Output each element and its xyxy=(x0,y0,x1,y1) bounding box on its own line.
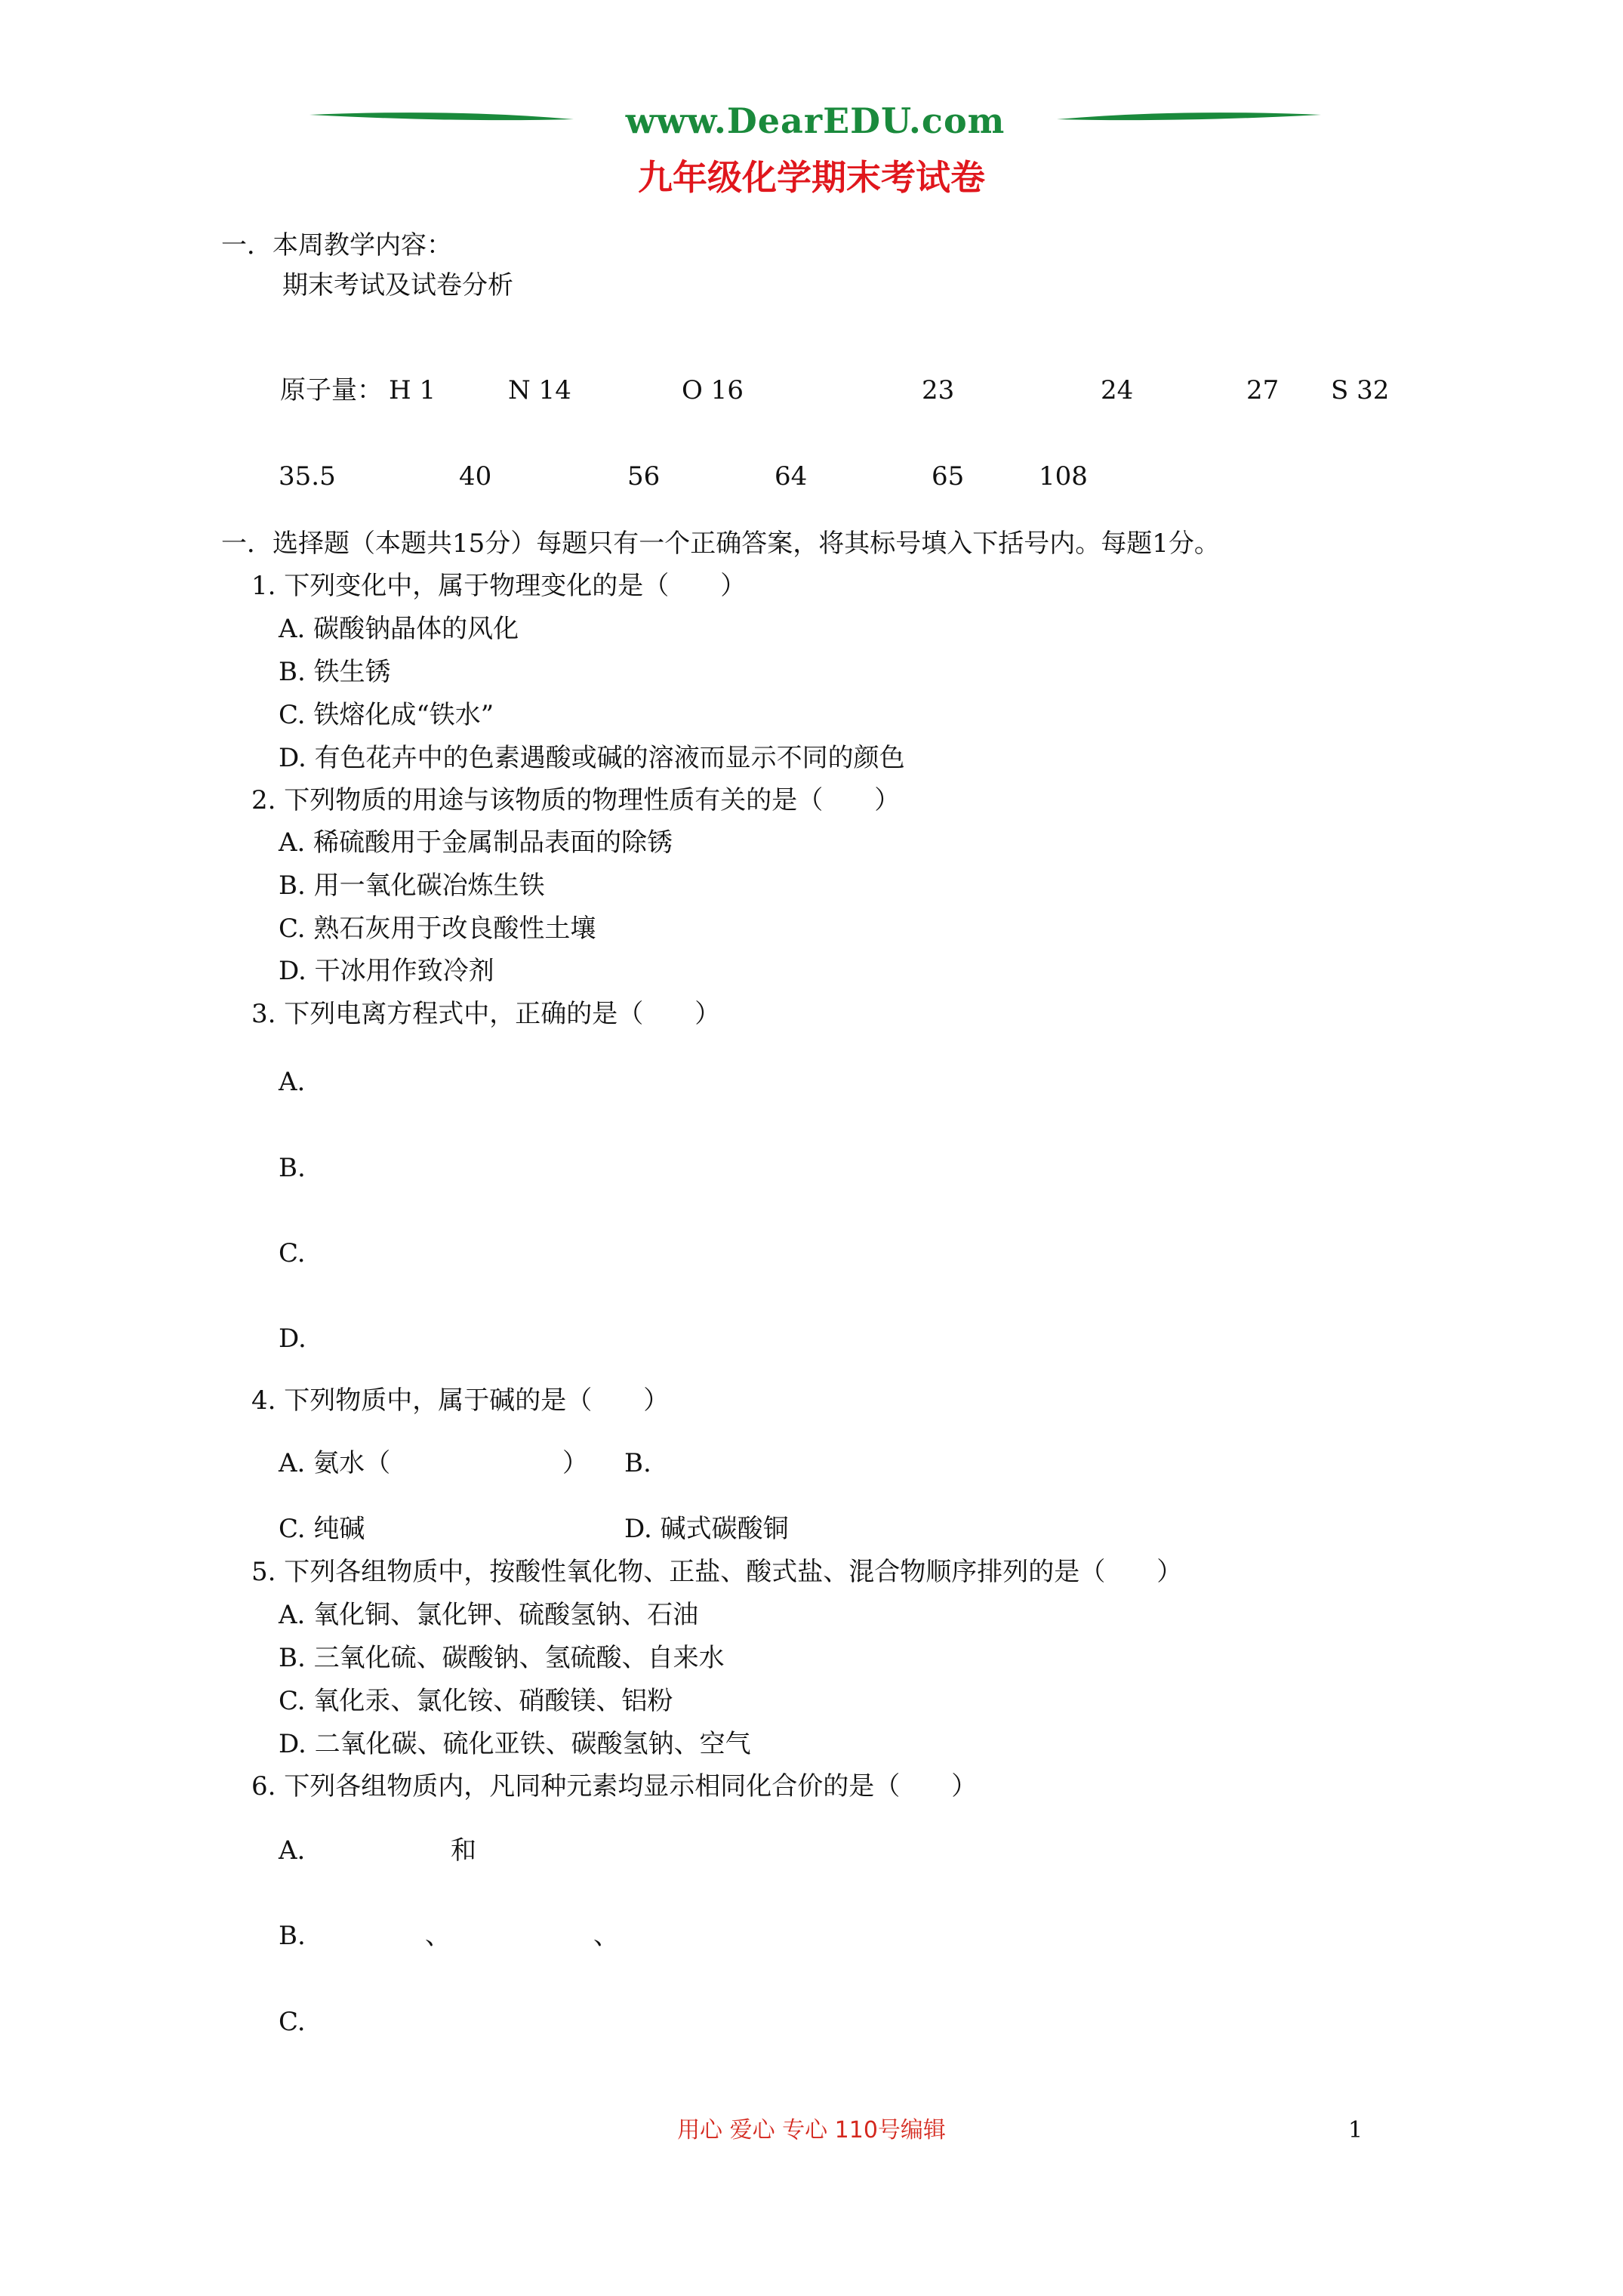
atomic-mass-value: 108 xyxy=(1039,461,1088,492)
footer-text: 用心 爱心 专心 110号编辑 xyxy=(677,2117,946,2143)
page-number: 1 xyxy=(1348,2117,1363,2143)
answer-option-connector: 和 xyxy=(451,1835,476,1866)
answer-option: C. 铁熔化成“铁水” xyxy=(279,700,494,730)
atomic-mass-value: O 16 xyxy=(682,375,744,405)
answer-option: B. 三氧化硫、碳酸钠、氢硫酸、自来水 xyxy=(279,1643,725,1673)
answer-option: A. 氨水（ xyxy=(279,1448,391,1478)
question-stem: 1. 下列变化中，属于物理变化的是（ ） xyxy=(251,571,747,601)
answer-option-separator: 、 xyxy=(425,1921,451,1951)
atomic-mass-value: 64 xyxy=(775,461,808,492)
answer-option: A. 稀硫酸用于金属制品表面的除锈 xyxy=(279,827,673,858)
answer-option-bracket: ） xyxy=(562,1448,588,1478)
header-banner xyxy=(302,98,1329,143)
answer-option: A. xyxy=(279,1835,306,1866)
atomic-mass-value: H 1 xyxy=(389,375,436,405)
atomic-mass-value: N 14 xyxy=(508,375,571,405)
answer-option: D. 二氧化碳、硫化亚铁、碳酸氢钠、空气 xyxy=(279,1729,751,1759)
answer-option: C. 熟石灰用于改良酸性土壤 xyxy=(279,914,596,944)
answer-option: B. 铁生锈 xyxy=(279,657,391,687)
answer-option: B. xyxy=(624,1448,651,1478)
atomic-mass-value: 24 xyxy=(1101,375,1134,405)
intro-heading: 一．本周教学内容： xyxy=(221,230,452,260)
question-stem: 4. 下列物质中，属于碱的是（ ） xyxy=(251,1385,670,1416)
site-url: www.DearEDU.com xyxy=(625,100,1006,141)
atomic-mass-label: 原子量： xyxy=(280,375,383,405)
atomic-mass-value: 56 xyxy=(627,461,661,492)
answer-option: A. 碳酸钠晶体的风化 xyxy=(279,614,519,644)
answer-option: C. 氧化汞、氯化铵、硝酸镁、铝粉 xyxy=(279,1686,673,1716)
question-stem: 5. 下列各组物质中，按酸性氧化物、正盐、酸式盐、混合物顺序排列的是（ ） xyxy=(251,1557,1183,1587)
answer-option: A. xyxy=(279,1067,306,1097)
answer-option: B. 用一氧化碳冶炼生铁 xyxy=(279,871,545,901)
intro-content: 期末考试及试卷分析 xyxy=(282,270,513,300)
question-stem: 3. 下列电离方程式中，正确的是（ ） xyxy=(251,999,721,1029)
answer-option: C. xyxy=(279,1238,306,1268)
atomic-mass-value: 23 xyxy=(922,375,955,405)
answer-option: D. 碱式碳酸铜 xyxy=(624,1514,789,1544)
atomic-mass-value: 40 xyxy=(459,461,492,492)
section-heading: 一．选择题（本题共15分）每题只有一个正确答案，将其标号填入下括号内。每题1分。 xyxy=(221,529,1220,559)
question-stem: 2. 下列物质的用途与该物质的物理性质有关的是（ ） xyxy=(251,785,901,815)
atomic-mass-value: S 32 xyxy=(1331,375,1390,405)
answer-option: C. xyxy=(279,2007,306,2037)
answer-option: B. xyxy=(279,1921,306,1951)
atomic-mass-value: 35.5 xyxy=(279,461,336,492)
question-stem: 6. 下列各组物质内，凡同种元素均显示相同化合价的是（ ） xyxy=(251,1771,978,1801)
answer-option: D. 有色花卉中的色素遇酸或碱的溶液而显示不同的颜色 xyxy=(279,743,905,773)
answer-option: C. 纯碱 xyxy=(279,1514,365,1544)
page-title: 九年级化学期末考试卷 xyxy=(638,157,985,198)
answer-option-separator: 、 xyxy=(593,1921,619,1951)
answer-option: D. xyxy=(279,1324,306,1354)
atomic-mass-value: 27 xyxy=(1246,375,1280,405)
answer-option: A. 氧化铜、氯化钾、硫酸氢钠、石油 xyxy=(279,1600,699,1630)
answer-option: D. 干冰用作致冷剂 xyxy=(279,956,494,986)
answer-option: B. xyxy=(279,1153,306,1183)
atomic-mass-value: 65 xyxy=(932,461,965,492)
